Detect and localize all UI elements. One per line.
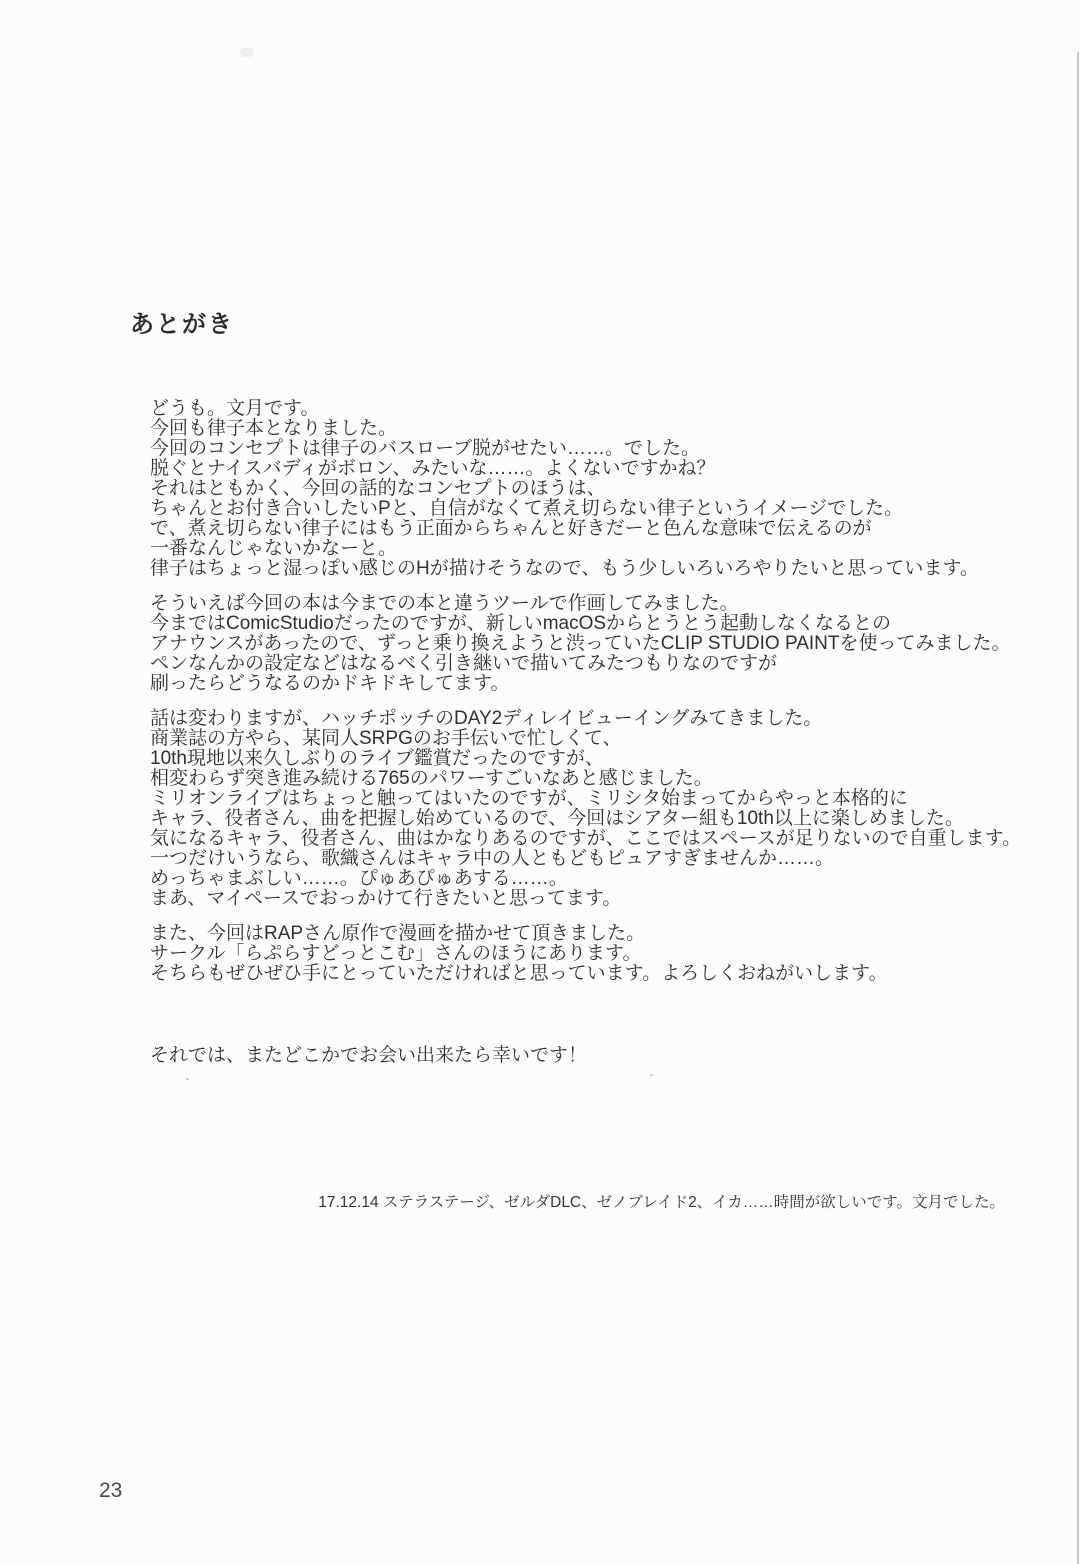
closing-line: それでは、またどこかでお会い出来たら幸いです！ <box>150 1045 588 1066</box>
scan-smudge-artifact <box>240 48 254 57</box>
text-line: それはともかく、今回の話的なコンセプトのほうは、 <box>150 478 606 499</box>
text-line: ミリオンライブはちょっと触ってはいたのですが、ミリシタ始まってからやっと本格的に <box>150 788 908 809</box>
text-line: そちらもぜひぜひ手にとっていただければと思っています。よろしくおねがいします。 <box>150 963 888 984</box>
paragraph <box>150 709 1021 909</box>
text-line: どうも。文月です。 <box>150 398 320 419</box>
paragraph <box>150 924 1021 984</box>
afterword-body <box>150 399 1021 999</box>
text-line: そういえば今回の本は今までの本と違うツールで作画してみました。 <box>150 593 739 614</box>
text-line: めっちゃまぶしい……。ぴゅあぴゅあする……。 <box>150 868 568 889</box>
text-line: キャラ、役者さん、曲を把握し始めているので、今回はシアター組も10th以上に楽しめました。 <box>150 808 964 829</box>
text-line: 今回のコンセプトは律子のバスローブ脱がせたい……。でした。 <box>150 438 701 459</box>
scan-speck-artifact <box>650 1074 653 1076</box>
scan-speck-artifact <box>186 1078 189 1080</box>
text-line: 商業誌の方やら、某同人SRPGのお手伝いで忙しくて、 <box>150 728 622 749</box>
page-number: 23 <box>99 1479 123 1502</box>
text-line: 今回も律子本となりました。 <box>150 418 398 439</box>
text-line: 今まではComicStudioだったのですが、新しいmacOSからとうとう起動しなくなるとの <box>150 613 892 634</box>
text-line: ちゃんとお付き合いしたいPと、自信がなくて煮え切らない律子というイメージでした。 <box>150 498 904 519</box>
page-title: あとがき <box>130 311 234 338</box>
text-line: まあ、マイペースでおっかけて行きたいと思ってます。 <box>150 888 622 909</box>
text-line: 話は変わりますが、ハッチポッチのDAY2ディレイビューイングみてきました。 <box>150 708 823 729</box>
scan-edge-artifact <box>1077 52 1079 1564</box>
text-line: 刷ったらどうなるのかドキドキしてます。 <box>150 673 510 694</box>
text-line: 気になるキャラ、役者さん、曲はかなりあるのですが、ここではスペースが足りないので自重します。 <box>150 828 1022 849</box>
text-line: 一つだけいうなら、歌織さんはキャラ中の人ともどもピュアすぎませんか……。 <box>150 848 835 869</box>
paragraph <box>150 594 1021 694</box>
paragraph <box>150 399 1021 579</box>
text-line: 律子はちょっと湿っぽい感じのHが描けそうなので、もう少しいろいろやりたいと思っています。 <box>150 558 979 579</box>
text-line: サークル「らぷらすどっとこむ」さんのほうにあります。 <box>150 943 642 964</box>
text-line: 相変わらず突き進み続ける765のパワーすごいなあと感じました。 <box>150 768 713 789</box>
text-line: 10th現地以来久しぶりのライブ鑑賞だったのですが、 <box>150 748 604 769</box>
text-line: また、今回はRAPさん原作で漫画を描かせて頂きました。 <box>150 923 646 944</box>
text-line: ペンなんかの設定などはなるべく引き継いで描いてみたつもりなのですが <box>150 653 778 674</box>
text-line: 脱ぐとナイスバディがボロン、みたいな……。よくないですかね？ <box>150 458 716 479</box>
text-line: で、煮え切らない律子にはもう正面からちゃんと好きだーと色んな意味で伝えるのが <box>150 518 872 539</box>
text-line: 一番なんじゃないかなーと。 <box>150 538 398 559</box>
colophon-line: 17.12.14 ステラステージ、ゼルダDLC、ゼノブレイド2、イカ……時間が欲しいです。文月でした。 <box>318 1194 1005 1211</box>
text-line: アナウンスがあったので、ずっと乗り換えようと渋っていたCLIP STUDIO PAINTを使ってみました。 <box>150 633 1011 654</box>
